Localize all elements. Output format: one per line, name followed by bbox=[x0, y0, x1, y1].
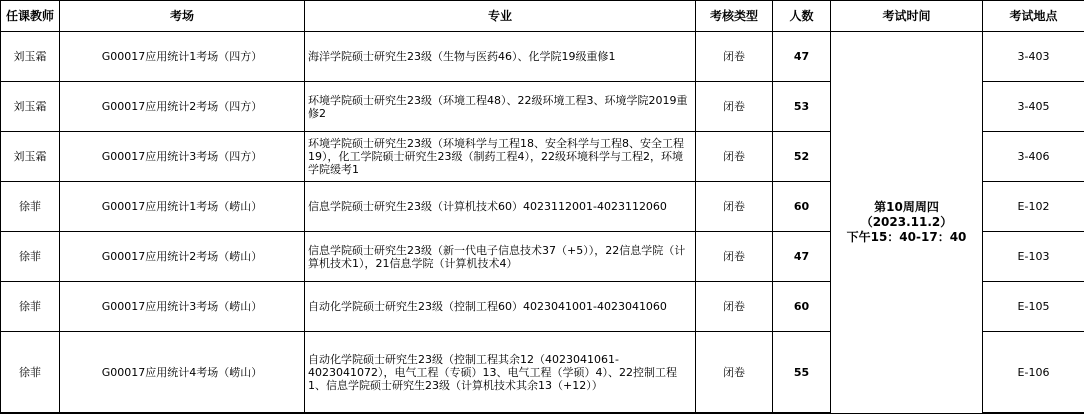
exam-time-cell bbox=[831, 32, 983, 414]
header-major: 专业 bbox=[305, 1, 696, 32]
count-cell: 52 bbox=[773, 132, 831, 182]
location-cell: 3-403 bbox=[983, 32, 1084, 82]
count-cell: 60 bbox=[773, 282, 831, 332]
header-location: 考试地点 bbox=[983, 1, 1084, 32]
count-cell: 47 bbox=[773, 232, 831, 282]
exam-time-date: （2023.11.2） bbox=[860, 214, 953, 229]
teacher-cell: 徐菲 bbox=[1, 182, 60, 232]
location-cell: E-105 bbox=[983, 282, 1084, 332]
major-cell: 环境学院硕士研究生23级（环境科学与工程18、安全科学与工程8、安全工程19），化工学院硕士研究生23级（制药工程4），22级环境科学与工程2，环境学院缓考1 bbox=[305, 132, 696, 182]
location-cell: E-106 bbox=[983, 332, 1084, 414]
type-cell: 闭卷 bbox=[696, 332, 773, 414]
major-cell: 信息学院硕士研究生23级（新一代电子信息技术37（+5）），22信息学院（计算机技术1），21信息学院（计算机技术4） bbox=[305, 232, 696, 282]
type-cell: 闭卷 bbox=[696, 232, 773, 282]
major-cell: 环境学院硕士研究生23级（环境工程48）、22级环境工程3、环境学院2019重修2 bbox=[305, 82, 696, 132]
teacher-cell: 徐菲 bbox=[1, 232, 60, 282]
count-cell: 55 bbox=[773, 332, 831, 414]
room-cell: G00017应用统计1考场（崂山） bbox=[60, 182, 305, 232]
location-cell: 3-405 bbox=[983, 82, 1084, 132]
room-cell: G00017应用统计3考场（崂山） bbox=[60, 282, 305, 332]
major-cell: 自动化学院硕士研究生23级（控制工程其余12（4023041061-4023041072），电气工程（专硕）13、电气工程（学硕）4）、22控制工程1、信息学院硕士研究生23级（计算机技术其余13（+12）） bbox=[305, 332, 696, 414]
type-cell: 闭卷 bbox=[696, 182, 773, 232]
header-count: 人数 bbox=[773, 1, 831, 32]
major-cell: 海洋学院硕士研究生23级（生物与医药46）、化学院19级重修1 bbox=[305, 32, 696, 82]
type-cell: 闭卷 bbox=[696, 282, 773, 332]
major-cell: 自动化学院硕士研究生23级（控制工程60）4023041001-4023041060 bbox=[305, 282, 696, 332]
room-cell: G00017应用统计4考场（崂山） bbox=[60, 332, 305, 414]
room-cell: G00017应用统计3考场（四方） bbox=[60, 132, 305, 182]
room-cell: G00017应用统计1考场（四方） bbox=[60, 32, 305, 82]
count-cell: 60 bbox=[773, 182, 831, 232]
room-cell: G00017应用统计2考场（四方） bbox=[60, 82, 305, 132]
type-cell: 闭卷 bbox=[696, 132, 773, 182]
type-cell: 闭卷 bbox=[696, 32, 773, 82]
location-cell: E-102 bbox=[983, 182, 1084, 232]
major-cell: 信息学院硕士研究生23级（计算机技术60）4023112001-4023112060 bbox=[305, 182, 696, 232]
count-cell: 47 bbox=[773, 32, 831, 82]
teacher-cell: 刘玉霜 bbox=[1, 32, 60, 82]
type-cell: 闭卷 bbox=[696, 82, 773, 132]
location-cell: 3-406 bbox=[983, 132, 1084, 182]
teacher-cell: 刘玉霜 bbox=[1, 82, 60, 132]
exam-time-week: 第10周周四 bbox=[874, 199, 939, 214]
table-row bbox=[1, 32, 1084, 82]
header-teacher: 任课教师 bbox=[1, 1, 60, 32]
count-cell: 53 bbox=[773, 82, 831, 132]
header-room: 考场 bbox=[60, 1, 305, 32]
room-cell: G00017应用统计2考场（崂山） bbox=[60, 232, 305, 282]
teacher-cell: 徐菲 bbox=[1, 282, 60, 332]
location-cell: E-103 bbox=[983, 232, 1084, 282]
header-row bbox=[1, 1, 1084, 32]
header-time: 考试时间 bbox=[831, 1, 983, 32]
exam-time-period: 下午15：40-17：40 bbox=[846, 229, 967, 244]
teacher-cell: 刘玉霜 bbox=[1, 132, 60, 182]
teacher-cell: 徐菲 bbox=[1, 332, 60, 414]
header-type: 考核类型 bbox=[696, 1, 773, 32]
